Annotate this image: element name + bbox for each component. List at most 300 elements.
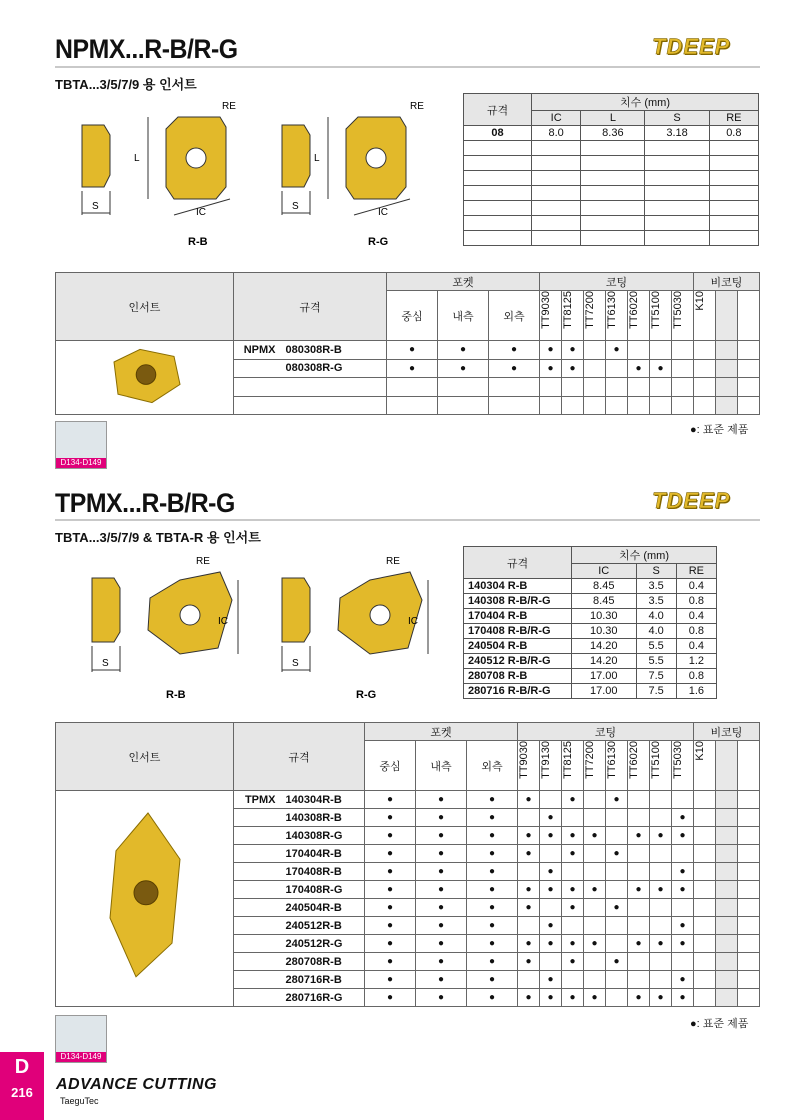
coating-mark (672, 341, 694, 360)
dim-empty-cell (645, 186, 709, 201)
spec-header: 규격 (234, 723, 365, 791)
pocket-mark: ● (416, 809, 467, 827)
uncoated-blank (738, 935, 760, 953)
dim-value-cell: 0.8 (676, 594, 716, 609)
dim-value-cell: 17.00 (572, 684, 637, 699)
uncoated-mark (694, 953, 716, 971)
spec-code-cell: 140308R-B (282, 809, 365, 827)
coating-col-tt9130 (540, 741, 562, 791)
npmx-rb-hole (186, 148, 206, 168)
spec-code-cell: 170404R-B (282, 845, 365, 863)
coating-mark: ● (540, 863, 562, 881)
pocket-mark: ● (365, 863, 416, 881)
empty-cell (672, 378, 694, 397)
section1-ref-thumbnail[interactable] (55, 421, 107, 469)
uncoated-mark (694, 989, 716, 1007)
uncoated-blank (738, 899, 760, 917)
spec-prefix-cell (234, 899, 282, 917)
coating-mark (518, 971, 540, 989)
coating-header: 코팅 (518, 723, 694, 741)
empty-cell (387, 396, 438, 415)
coating-mark (606, 881, 628, 899)
pocket-mark: ● (467, 917, 518, 935)
page-tab (0, 1052, 44, 1120)
dim-value-cell: 0.4 (676, 609, 716, 624)
uncoated-blank (716, 791, 738, 809)
dim-value-cell: 0.8 (709, 126, 758, 141)
section2-legend-note: ●: 표준 제품 (690, 1018, 749, 1030)
coating-mark (606, 971, 628, 989)
uncoated-blank (738, 741, 760, 791)
coating-mark (650, 791, 672, 809)
spec-code-cell: 080308R-B (282, 341, 387, 360)
page-number: 216 (11, 1085, 33, 1100)
dim-empty-cell (709, 231, 758, 246)
coating-grade-label: TT9130 (540, 741, 552, 779)
dim-value-cell: 14.20 (572, 639, 637, 654)
pocket-mark: ● (365, 827, 416, 845)
dim-units-header: 치수 (mm) (532, 94, 759, 111)
uncoated-blank (738, 396, 760, 415)
dim-col-re: RE (676, 564, 716, 579)
footer-brand: ADVANCE CUTTING (56, 1076, 217, 1093)
coating-mark: ● (606, 341, 628, 360)
npmx-rg-side-view (282, 125, 310, 187)
tpmx-rb-s-label: S (102, 658, 109, 669)
tpmx-dimension-table (463, 546, 717, 699)
coating-col-tt6130 (606, 291, 628, 341)
insert-header: 인서트 (56, 723, 234, 791)
pocket-mark: ● (467, 971, 518, 989)
tpmx-rg-hole (370, 605, 390, 625)
coating-col-tt5100 (650, 741, 672, 791)
coating-col-tt6020 (628, 741, 650, 791)
dim-value-cell: 1.6 (676, 684, 716, 699)
coating-mark: ● (540, 827, 562, 845)
uncoated-blank (738, 953, 760, 971)
coating-mark: ● (518, 827, 540, 845)
insert-header: 인서트 (56, 273, 234, 341)
tpmx-rb-re-label: RE (196, 556, 210, 567)
tpmx-rg-re-label: RE (386, 556, 400, 567)
dim-empty-cell (532, 186, 581, 201)
coating-col-tt9030 (540, 291, 562, 341)
pocket-mark: ● (365, 935, 416, 953)
table-row (464, 624, 717, 639)
coating-mark (650, 899, 672, 917)
coating-mark (672, 899, 694, 917)
tpmx-insert-hole (134, 881, 158, 905)
dim-value-cell: 8.45 (572, 579, 637, 594)
uncoated-blank (716, 741, 738, 791)
uncoated-blank (738, 359, 760, 378)
tpmx-rg-side-view (282, 578, 310, 642)
coating-mark: ● (672, 863, 694, 881)
coating-grade-label: TT8125 (562, 291, 574, 329)
spec-code-cell: 240512R-B (282, 917, 365, 935)
coating-mark: ● (650, 935, 672, 953)
spec-code-cell: 280716R-G (282, 989, 365, 1007)
npmx-rg-ic-label: IC (378, 207, 388, 218)
coating-mark (628, 845, 650, 863)
dim-value-cell: 3.5 (636, 594, 676, 609)
table-row (464, 684, 717, 699)
npmx-rg-l-label: L (314, 153, 320, 164)
table-row (464, 186, 759, 201)
pocket-mark: ● (365, 791, 416, 809)
footer-sub: TaeguTec (60, 1096, 99, 1106)
coating-mark: ● (518, 791, 540, 809)
coating-grade-label: TT6020 (628, 741, 640, 779)
dim-spec-cell: 240512 R-B/R-G (464, 654, 572, 669)
pocket-header: 포켓 (387, 273, 540, 291)
coating-mark: ● (518, 953, 540, 971)
pocket-mark: ● (467, 935, 518, 953)
uncoated-blank (716, 989, 738, 1007)
coating-mark (562, 863, 584, 881)
dim-empty-cell (645, 171, 709, 186)
coating-col-tt5100 (650, 291, 672, 341)
coating-mark (518, 863, 540, 881)
uncoated-mark (694, 827, 716, 845)
dim-empty-cell (532, 156, 581, 171)
npmx-rb-caption: R-B (188, 236, 208, 248)
coating-mark: ● (584, 989, 606, 1007)
dim-value-cell: 7.5 (636, 684, 676, 699)
dim-value-cell: 1.2 (676, 654, 716, 669)
coating-mark (672, 791, 694, 809)
coating-mark: ● (650, 881, 672, 899)
coating-mark (606, 827, 628, 845)
dim-value-cell: 10.30 (572, 624, 637, 639)
table-row (464, 669, 717, 684)
pocket-mark: ● (365, 971, 416, 989)
tpmx-rg-s-label: S (292, 658, 299, 669)
coating-mark (518, 809, 540, 827)
pocket-mark: ● (416, 971, 467, 989)
uncoated-mark (694, 899, 716, 917)
pocket-mark: ● (438, 359, 489, 378)
section2-subtitle: TBTA...3/5/7/9 & TBTA-R 용 인서트 (55, 530, 261, 545)
coating-mark: ● (650, 989, 672, 1007)
coating-mark (628, 971, 650, 989)
coating-mark: ● (540, 971, 562, 989)
tpmx-drawings (80, 550, 440, 710)
coating-grade-label: TT6130 (606, 291, 618, 329)
uncoated-blank (738, 863, 760, 881)
dim-empty-cell (645, 141, 709, 156)
uncoated-blank (738, 341, 760, 360)
table-row (464, 126, 759, 141)
dim-value-cell: 14.20 (572, 654, 637, 669)
uncoated-mark (694, 791, 716, 809)
section1-title: NPMX...R-B/R-G (55, 34, 238, 64)
coating-mark (584, 845, 606, 863)
dim-col-ic: IC (532, 111, 581, 126)
uncoated-blank (738, 989, 760, 1007)
dim-spec-cell: 140308 R-B/R-G (464, 594, 572, 609)
dim-empty-cell (532, 141, 581, 156)
coating-mark: ● (606, 953, 628, 971)
coating-mark: ● (540, 881, 562, 899)
dim-empty-cell (464, 231, 532, 246)
dim-spec-cell: 08 (464, 126, 532, 141)
dim-value-cell: 3.5 (636, 579, 676, 594)
coating-mark: ● (562, 827, 584, 845)
table-row (464, 639, 717, 654)
uncoated-mark (694, 881, 716, 899)
table-row (464, 216, 759, 231)
coating-mark (650, 953, 672, 971)
tpmx-rb-hole (180, 605, 200, 625)
coating-mark: ● (672, 827, 694, 845)
npmx-dimension-table (463, 93, 759, 246)
empty-cell (694, 378, 716, 397)
pocket-mark: ● (387, 359, 438, 378)
pocket-mark: ● (416, 953, 467, 971)
coating-mark: ● (562, 845, 584, 863)
coating-mark (628, 791, 650, 809)
coating-mark: ● (562, 989, 584, 1007)
dim-empty-cell (581, 216, 645, 231)
empty-cell (562, 378, 584, 397)
pocket-mark: ● (438, 341, 489, 360)
coating-col-tt6130 (606, 741, 628, 791)
coating-mark: ● (518, 989, 540, 1007)
empty-cell (489, 396, 540, 415)
table-row (56, 791, 760, 809)
section2-ref-pages: D134-D149 (56, 1052, 106, 1062)
dim-value-cell: 7.5 (636, 669, 676, 684)
coating-grade-label: TT6020 (628, 291, 640, 329)
uncoated-mark (694, 341, 716, 360)
pocket-mark: ● (365, 845, 416, 863)
coating-mark: ● (672, 809, 694, 827)
section1-ref-pages: D134-D149 (56, 458, 106, 468)
pocket-mark: ● (365, 899, 416, 917)
spec-prefix-cell (234, 863, 282, 881)
pocket-header: 포켓 (365, 723, 518, 741)
tdeep-logo: TDEEP (652, 488, 731, 513)
dim-spec-cell: 140304 R-B (464, 579, 572, 594)
dim-empty-cell (464, 156, 532, 171)
npmx-rg-s-label: S (292, 201, 299, 212)
npmx-insert-hole (136, 365, 156, 385)
coating-mark (672, 845, 694, 863)
dim-empty-cell (645, 156, 709, 171)
coating-mark: ● (540, 935, 562, 953)
empty-cell (584, 396, 606, 415)
spec-prefix-cell: TPMX (234, 791, 282, 809)
uncoated-header: 비코팅 (694, 273, 760, 291)
uncoated-blank (716, 881, 738, 899)
section2-ref-thumbnail[interactable] (55, 1015, 107, 1063)
coating-mark: ● (628, 359, 650, 378)
uncoated-blank (716, 359, 738, 378)
empty-cell (584, 378, 606, 397)
coating-mark (584, 971, 606, 989)
coating-col-tt9030 (518, 741, 540, 791)
pocket-mark: ● (467, 953, 518, 971)
pocket-mark: ● (467, 827, 518, 845)
spec-code-cell: 240512R-G (282, 935, 365, 953)
coating-mark: ● (540, 917, 562, 935)
coating-mark: ● (562, 953, 584, 971)
tpmx-grade-table (55, 722, 760, 1007)
coating-header: 코팅 (540, 273, 694, 291)
coating-mark: ● (672, 971, 694, 989)
dim-empty-cell (581, 141, 645, 156)
spec-code-cell: 170408R-G (282, 881, 365, 899)
dim-empty-cell (581, 231, 645, 246)
dim-col-s: S (636, 564, 676, 579)
coating-mark: ● (606, 899, 628, 917)
dim-value-cell: 0.4 (676, 579, 716, 594)
dim-units-header: 치수 (mm) (572, 547, 717, 564)
npmx-rb-s-label: S (92, 201, 99, 212)
pocket-mark: ● (416, 791, 467, 809)
coating-mark (628, 917, 650, 935)
dim-empty-cell (464, 216, 532, 231)
pocket-mark: ● (365, 809, 416, 827)
coating-mark (650, 863, 672, 881)
coating-mark (540, 899, 562, 917)
uncoated-mark (694, 917, 716, 935)
section1-divider (55, 66, 760, 68)
uncoated-blank (716, 809, 738, 827)
coating-mark: ● (650, 827, 672, 845)
pocket-mark: ● (365, 953, 416, 971)
dim-empty-cell (709, 156, 758, 171)
spec-header: 규격 (234, 273, 387, 341)
coating-mark (584, 791, 606, 809)
coating-mark: ● (628, 989, 650, 1007)
coating-mark (628, 953, 650, 971)
uncoated-mark (694, 845, 716, 863)
coating-mark (584, 899, 606, 917)
uncoated-blank (738, 809, 760, 827)
uncoated-blank (738, 378, 760, 397)
uncoated-blank (738, 827, 760, 845)
coating-mark (562, 917, 584, 935)
uncoated-mark (694, 935, 716, 953)
coating-mark: ● (562, 791, 584, 809)
empty-cell (489, 378, 540, 397)
dim-empty-cell (532, 171, 581, 186)
coating-col-tt8125 (562, 291, 584, 341)
coating-col-tt5030 (672, 291, 694, 341)
coating-mark: ● (584, 935, 606, 953)
spec-code-cell: 140304R-B (282, 791, 365, 809)
coating-mark (584, 917, 606, 935)
spec-prefix-cell (234, 935, 282, 953)
dim-col-s: S (645, 111, 709, 126)
coating-mark (584, 953, 606, 971)
dim-empty-cell (464, 141, 532, 156)
pocket-mark: ● (467, 863, 518, 881)
empty-cell (628, 378, 650, 397)
spec-code-cell (282, 378, 387, 397)
dim-value-cell: 0.4 (676, 639, 716, 654)
coating-mark (606, 359, 628, 378)
spec-code-cell: 080308R-G (282, 359, 387, 378)
coating-mark: ● (584, 827, 606, 845)
coating-mark (672, 953, 694, 971)
npmx-rb-ic-label: IC (196, 207, 206, 218)
coating-mark: ● (606, 845, 628, 863)
dim-col-l: L (581, 111, 645, 126)
dim-value-cell: 0.8 (676, 669, 716, 684)
uncoated-col-k10 (694, 741, 716, 791)
table-row (464, 579, 717, 594)
uncoated-blank (716, 863, 738, 881)
coating-mark (628, 899, 650, 917)
coating-mark: ● (606, 791, 628, 809)
section2-title: TPMX...R-B/R-G (55, 488, 235, 518)
dim-value-cell: 17.00 (572, 669, 637, 684)
uncoated-col-k10 (694, 291, 716, 341)
tdeep-logo: TDEEP (652, 34, 731, 59)
pocket-col-0: 중심 (387, 291, 438, 341)
coating-mark: ● (672, 935, 694, 953)
coating-mark (606, 917, 628, 935)
coating-grade-label: TT7200 (584, 741, 596, 779)
uncoated-blank (716, 291, 738, 341)
coating-mark: ● (518, 935, 540, 953)
tpmx-rg-ic-label: IC (408, 616, 418, 627)
spec-code-cell (282, 396, 387, 415)
coating-mark: ● (628, 935, 650, 953)
pocket-mark: ● (467, 899, 518, 917)
coating-grade-label: TT7200 (584, 291, 596, 329)
dim-empty-cell (709, 216, 758, 231)
coating-mark (540, 845, 562, 863)
pocket-mark: ● (467, 791, 518, 809)
empty-cell (540, 378, 562, 397)
pocket-col-2: 외측 (467, 741, 518, 791)
empty-cell (562, 396, 584, 415)
uncoated-blank (716, 845, 738, 863)
dim-empty-cell (532, 231, 581, 246)
dim-value-cell: 8.0 (532, 126, 581, 141)
dim-empty-cell (532, 216, 581, 231)
coating-mark: ● (672, 881, 694, 899)
dim-empty-cell (709, 171, 758, 186)
npmx-insert-photo (100, 341, 190, 411)
dim-spec-cell: 170408 R-B/R-G (464, 624, 572, 639)
insert-image-cell (56, 341, 234, 415)
uncoated-mark (694, 359, 716, 378)
dim-spec-header: 규격 (464, 547, 572, 579)
table-row (464, 171, 759, 186)
coating-grade-label: TT9030 (540, 291, 552, 329)
coating-mark: ● (562, 881, 584, 899)
spec-prefix-cell (234, 378, 282, 397)
coating-mark (606, 989, 628, 1007)
coating-mark (518, 917, 540, 935)
table-row (464, 654, 717, 669)
spec-prefix-cell (234, 971, 282, 989)
uncoated-blank (716, 935, 738, 953)
tpmx-rb-side-view (92, 578, 120, 642)
coating-mark (650, 809, 672, 827)
dim-col-re: RE (709, 111, 758, 126)
pocket-mark: ● (416, 917, 467, 935)
spec-prefix-cell (234, 827, 282, 845)
empty-cell (672, 396, 694, 415)
coating-mark (540, 791, 562, 809)
coating-mark (584, 863, 606, 881)
